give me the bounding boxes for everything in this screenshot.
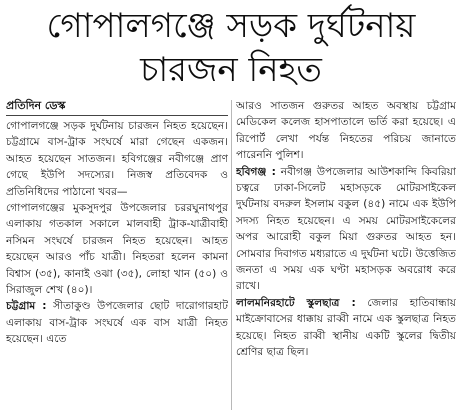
paragraph-intro: গোপালগঞ্জে সড়ক দুর্ঘটনায় চারজন নিহত হয়েছেন। চট্টগ্রামে বাস-ট্রাক সংঘর্ষে মারা গেছেন একজন। আহত হয়েছেন সাতজন। হবিগঞ্জের নবীগঞ্জে প্রাণ গেছে ইউপি সদস্যের। নিজস্ব প্রতিবেদক ও প্রতিনিধিদের পাঠানো খবর—: [6, 120, 228, 198]
paragraph-lalmonirhat-text: জেলার হাতিবান্ধায় মাইক্রোবাসের ধাক্কায় রাব্বী নামে এক স্কুলছাত্র নিহত হয়েছে। নিহত রাব্বী স্থানীয় একটি স্কুলের দ্বিতীয় শ্রেণির ছাত্র ছিল।: [236, 296, 456, 359]
paragraph-chattogram-continued: আরও সাতজন গুরুতর আহত অবস্থায় চট্টগ্রাম মেডিকেল কলেজ হাসপাতালে ভর্তি করা হয়েছে। এ রিপোর্ট লেখা পর্যন্ত নিহতের পরিচয় জানাতে পারেননি পুলিশ।: [236, 100, 456, 162]
headline: [0, 0, 462, 96]
subhead-lalmonirhat: লালমনিরহাটে স্কুলছাত্র :: [236, 296, 356, 309]
article-body: [6, 98, 456, 412]
left-column: [6, 98, 228, 412]
paragraph-habiganj: [236, 164, 456, 295]
byline: প্রতিদিন ডেস্ক: [6, 98, 228, 116]
paragraph-habiganj-text: নবীগঞ্জ উপজেলার আউশকান্দি কিবরিয়া চত্বরে ঢাকা-সিলেট মহাসড়কে মোটরসাইকেল দুর্ঘটনায় বদরুল ইসলাম বকুল (৪৫) নামে এক ইউপি সদস্য নিহত হয়েছেন। এ সময় মোটরসাইকেলের অপর আরোহী বকুল মিয়া গুরুতর আহত হন। সোমবার দিবাগত মধ্যরাতে এ দুর্ঘটনা ঘটে। উত্তেজিত জনতা এ সময় এক ঘণ্টা মহাসড়ক অবরোধ করে রাখে।: [236, 165, 456, 293]
subhead-habiganj: হবিগঞ্জ :: [236, 165, 276, 178]
subhead-chattogram: চট্টগ্রাম :: [6, 300, 47, 313]
column-divider: [231, 100, 232, 410]
paragraph-lalmonirhat: [236, 295, 456, 361]
right-column: [236, 98, 456, 412]
paragraph-gopalganj: গোপালগঞ্জের মুকসুদপুর উপজেলার চররঘুনাথপুর এলাকায় গতকাল সকালে মালবাহী ট্রাক-যাত্রীবাহী নসিমন সংঘর্ষে চারজন নিহত হয়েছেন। আহত হয়েছেন আরও পাঁচ যাত্রী। নিহতরা হলেন কামনা বিশ্বাস (৩৫), কানাই ওঝা (৩৫), লোহা খান (৫০) ও সিরাজুল শেখ (৪০)।: [6, 202, 228, 297]
headline-line-2: চারজন নিহত: [140, 50, 322, 90]
paragraph-chattogram: [6, 298, 228, 347]
headline-line-1: গোপালগঞ্জে সড়ক দুর্ঘটনায়: [46, 6, 416, 46]
paragraph-chattogram-text: সীতাকুণ্ড উপজেলার ছোট দারোগারহাট এলাকায় বাস-ট্রাক সংঘর্ষে এক বাস যাত্রী নিহত হয়েছেন। এতে: [6, 300, 228, 346]
